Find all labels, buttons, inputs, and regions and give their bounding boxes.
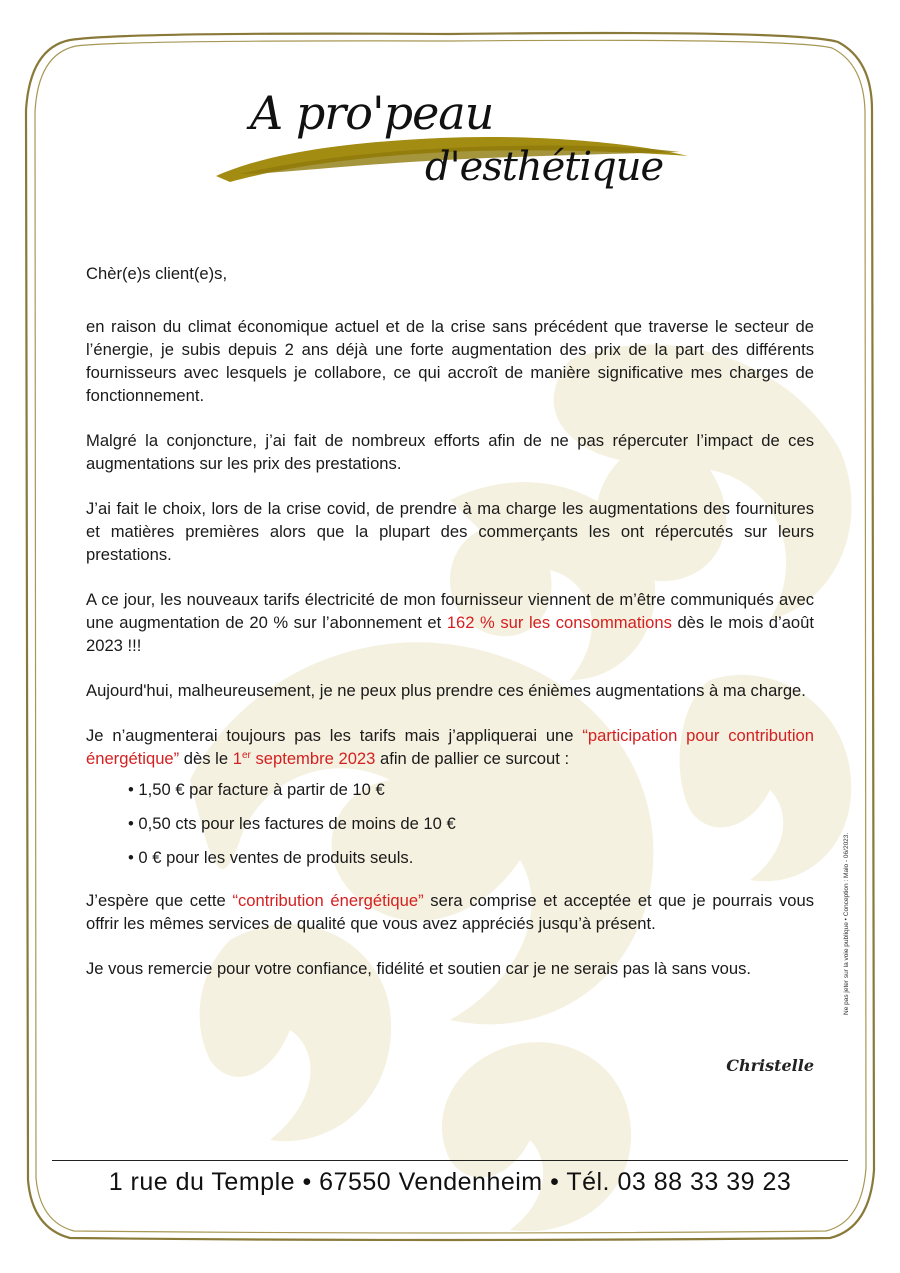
paragraph-covid: J’ai fait le choix, lors de la crise covid, de prendre à ma charge les augmentations des fournitures et matières premières alors que la plupart des commerçants les ont répercutés sur leurs prestations. [86, 499, 814, 564]
footer-divider [52, 1160, 848, 1161]
p6-highlight-participation: “participation pour contribution énergétique” [86, 726, 814, 768]
p6-text-c: afin de pallier ce surcout : [375, 749, 570, 768]
list-item: • 0 € pour les ventes de produits seuls. [128, 846, 814, 869]
p4-text-b: dès le mois d’août 2023 !!! [86, 613, 815, 655]
footer-address: 1 rue du Temple • 67550 Vendenheim • Tél. 03 88 33 39 23 [108, 1168, 792, 1196]
p6-date-month: septembre 2023 [250, 749, 376, 768]
paragraph-cannot-absorb: Aujourd'hui, malheureusement, je ne peux plus prendre ces énièmes augmentations à ma charge. [86, 681, 806, 700]
p7-text-b: sera comprise et acceptée et que je pourrais vous offrir les mêmes services de qualité que vous avez appréciés jusqu’à présent. [86, 891, 814, 933]
paragraph-participation [86, 724, 814, 770]
p4-text-a: A ce jour, les nouveaux tarifs électricité de mon fournisseur viennent de m’être communiqués avec une augmentation de 20 % sur l’abonnement et [86, 590, 814, 632]
legal-side-note: Ne pas jeter sur la voie publique • Conception : Malo - 06/2023. [843, 832, 850, 1015]
logo-text-line1: A pro'peau [250, 86, 494, 140]
list-item: • 1,50 € par facture à partir de 10 € [128, 778, 814, 801]
p6-date-ordinal: er [241, 750, 251, 761]
greeting: Chèr(e)s client(e)s, [86, 264, 228, 283]
logo-text-line2: d'esthétique [425, 144, 664, 190]
paragraph-efforts: Malgré la conjoncture, j’ai fait de nombreux efforts afin de ne pas répercuter l’impact de ces augmentations sur les prix des prestations. [86, 431, 814, 473]
list-item: • 0,50 cts pour les factures de moins de 10 € [128, 812, 814, 835]
p6-date-day: 1 [232, 749, 242, 768]
p6-text-b: dès le [179, 749, 233, 768]
p4-highlight: 162 % sur les consommations [446, 613, 672, 632]
paragraph-new-tariffs [86, 588, 814, 657]
brand-logo [210, 82, 690, 212]
surcharge-list [86, 778, 814, 869]
paragraph-hope [86, 889, 814, 935]
p7-text-a: J’espère que cette [86, 891, 233, 910]
signature: Christelle [726, 1056, 814, 1075]
paragraph-thanks: Je vous remercie pour votre confiance, fidélité et soutien car je ne serais pas là sans vous. [86, 959, 752, 978]
letter-body [86, 262, 814, 1002]
p6-highlight-date [233, 749, 376, 768]
p7-highlight: “contribution énergétique” [232, 891, 424, 910]
paragraph-energy-crisis: en raison du climat économique actuel et de la crise sans précédent que traverse le secteur de l’énergie, je subis depuis 2 ans déjà une forte augmentation des prix de la part des différents fournisseurs avec lesquels je collabore, ce qui accroît de manière significative mes charges de fonctionnement. [86, 317, 814, 405]
p6-text-a: Je n’augmenterai toujours pas les tarifs mais j’appliquerai une [86, 726, 583, 745]
